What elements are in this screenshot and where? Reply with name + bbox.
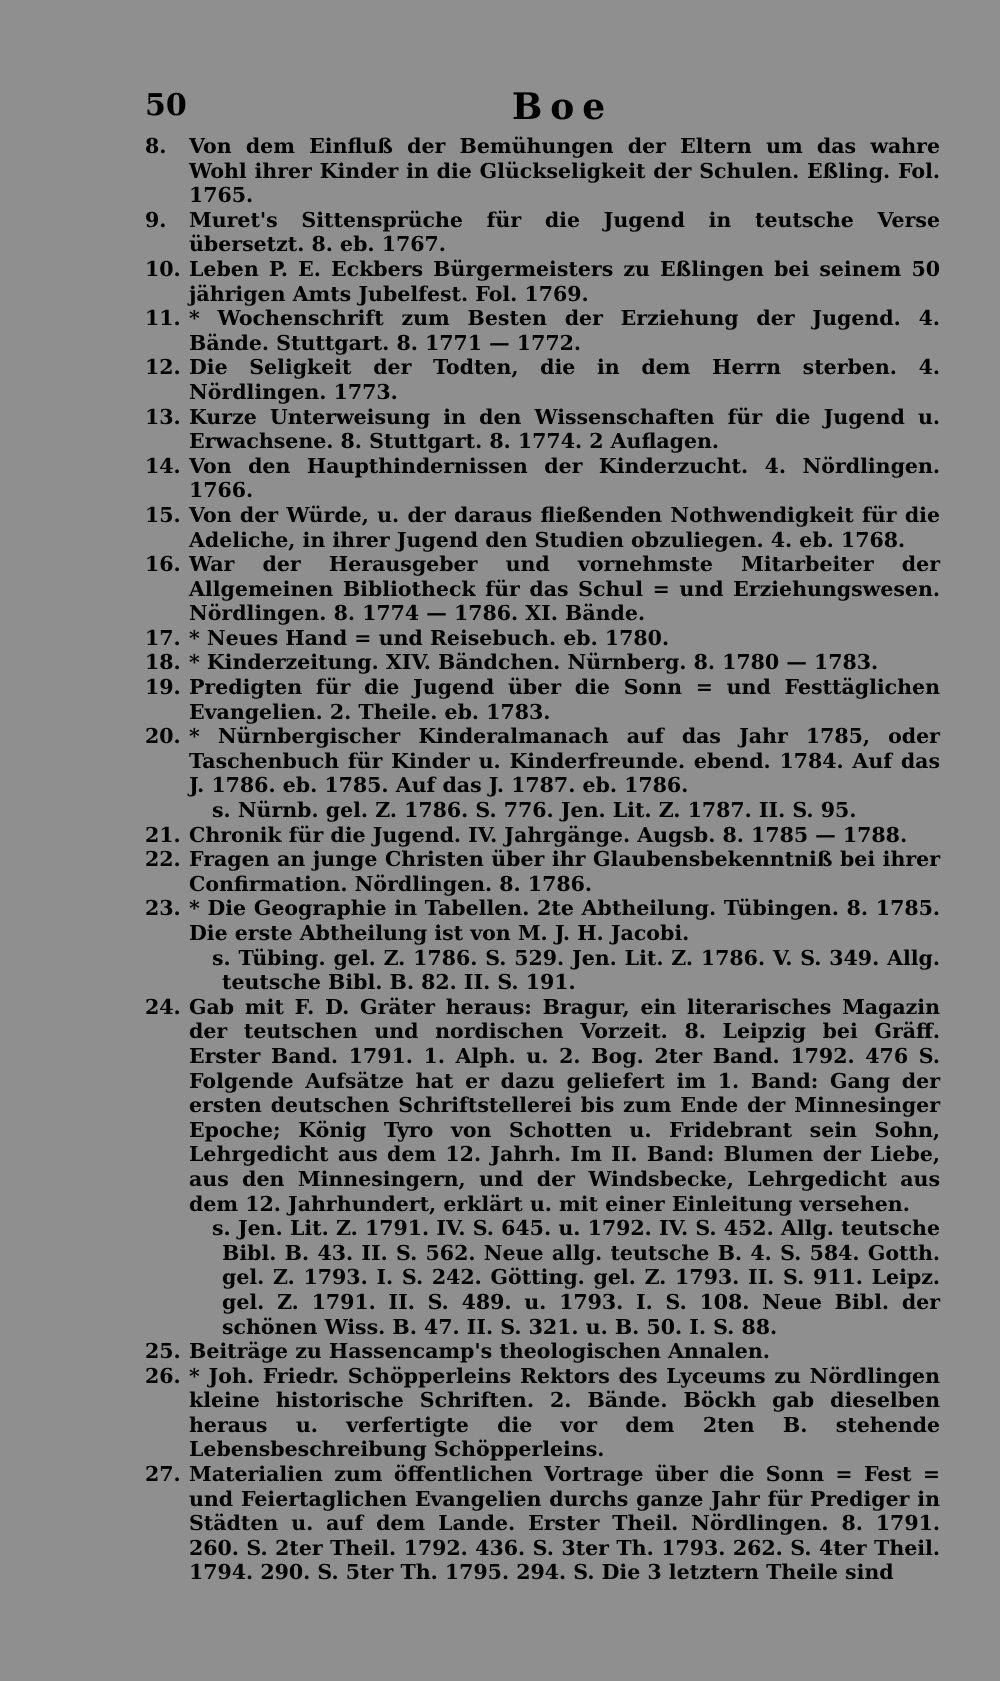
entry-text: Chronik für die Jugend. IV. Jahrgänge. Augsb. 8. 1785 — 1788. [189, 822, 908, 847]
bibliography-entry [145, 306, 940, 355]
entry-number: 8. [145, 134, 167, 158]
page-header [145, 88, 940, 138]
bibliography-entry [145, 257, 940, 306]
entry-text: Fragen an junge Christen über ihr Glaubensbekenntniß bei ihrer Confirmation. Nördlingen. 8. 1786. [189, 847, 940, 896]
entry-number: 18. [145, 650, 181, 675]
entry-number: 15. [145, 502, 181, 527]
bibliography-list [145, 134, 940, 1585]
entry-number: 27. [145, 1462, 181, 1487]
entry-review-reference: s. Jen. Lit. Z. 1791. IV. S. 645. u. 1792. IV. S. 452. Allg. teutsche Bibl. B. 43. II. S. 562. Neue allg. teutsche B. 4. S. 584. Gotth. gel. Z. 1793. I. S. 242. Götting. gel. Z. 1793. II. S. 911. Leipz. gel. Z. 1791. II. S. 489. u. 1793. I. S. 108. Neue Bibl. der schönen Wiss. B. 47. II. S. 321. u. B. 50. I. S. 88. [212, 1216, 940, 1339]
entry-text: Muret's Sittensprüche für die Jugend in teutsche Verse übersetzt. 8. eb. 1767. [189, 207, 940, 257]
entry-number: 19. [145, 675, 181, 700]
entry-review-reference: s. Nürnb. gel. Z. 1786. S. 776. Jen. Lit. Z. 1787. II. S. 95. [212, 798, 857, 823]
entry-number: 16. [145, 552, 181, 577]
bibliography-entry [145, 1339, 940, 1364]
bibliography-entry [145, 355, 940, 404]
entry-number: 24. [145, 994, 181, 1019]
entry-text: * Kinderzeitung. XIV. Bändchen. Nürnberg. 8. 1780 — 1783. [189, 650, 879, 675]
bibliography-entry [145, 675, 940, 724]
entry-text: Von dem Einfluß der Bemühungen der Eltern um das wahre Wohl ihrer Kinder in die Glückseligkeit der Schulen. Eßling. Fol. 1765. [189, 134, 940, 208]
bibliography-entry [145, 650, 940, 675]
entry-text: * Die Geographie in Tabellen. 2te Abtheilung. Tübingen. 8. 1785. Die erste Abtheilung ist von M. J. H. Jacobi. [189, 896, 940, 945]
entry-review-reference: s. Tübing. gel. Z. 1786. S. 529. Jen. Lit. Z. 1786. V. S. 349. Allg. teutsche Bibl. B. 82. II. S. 191. [212, 945, 940, 995]
entry-text: * Wochenschrift zum Besten der Erziehung der Jugend. 4. Bände. Stuttgart. 8. 1771 — 1772. [189, 306, 940, 355]
bibliography-entry [145, 847, 940, 896]
entry-number: 26. [145, 1363, 181, 1388]
entry-text: Materialien zum öffentlichen Vortrage über die Sonn = Fest = und Feiertaglichen Evangelien durchs ganze Jahr für Prediger in Städten u. auf dem Lande. Erster Theil. Nördlingen. 8. 1791. 260. S. 2ter Theil. 1792. 436. S. 3ter Th. 1793. 262. S. 4ter Theil. 1794. 290. S. 5ter Th. 1795. 294. S. Die 3 letztern Theile sind [189, 1462, 940, 1585]
bibliography-entry [145, 405, 940, 454]
entry-text: Beiträge zu Hassencamp's theologischen Annalen. [189, 1339, 770, 1364]
bibliography-entry [145, 626, 940, 651]
bibliography-entry [145, 823, 940, 848]
page-number: 50 [145, 88, 187, 123]
entry-text: Kurze Unterweisung in den Wissenschaften für die Jugend u. Erwachsene. 8. Stuttgart. 8. 1774. 2 Auflagen. [189, 404, 940, 454]
bibliography-entry [145, 896, 940, 994]
entry-text: * Neues Hand = und Reisebuch. eb. 1780. [189, 625, 670, 650]
entry-number: 23. [145, 896, 181, 921]
entry-text: Predigten für die Jugend über die Sonn = und Festtäglichen Evangelien. 2. Theile. eb. 1783. [189, 675, 940, 724]
bibliography-entry [145, 995, 940, 1339]
entry-number: 10. [145, 256, 181, 281]
entry-number: 11. [145, 306, 181, 331]
entry-number: 13. [145, 404, 181, 429]
bibliography-entry [145, 552, 940, 626]
running-head: Boe [511, 86, 614, 128]
entry-text: * Nürnbergischer Kinderalmanach auf das Jahr 1785, oder Taschenbuch für Kinder u. Kinderfreunde. ebend. 1784. Auf das J. 1786. eb. 1785. Auf das J. 1787. eb. 1786. [189, 724, 940, 798]
entry-number: 14. [145, 453, 181, 478]
entry-number: 20. [145, 724, 181, 749]
bibliography-entry [145, 208, 940, 257]
bibliography-entry [145, 454, 940, 503]
entry-text: Von der Würde, u. der daraus fließenden Nothwendigkeit für die Adeliche, in ihrer Jugend den Studien obzuliegen. 4. eb. 1768. [189, 502, 940, 552]
entry-text: War der Herausgeber und vornehmste Mitarbeiter der Allgemeinen Bibliotheck für das Schul = und Erziehungswesen. Nördlingen. 8. 1774 — 1786. XI. Bände. [189, 552, 940, 626]
bibliography-entry [145, 134, 940, 208]
entry-number: 25. [145, 1339, 181, 1364]
bibliography-entry [145, 1462, 940, 1585]
bibliography-entry [145, 724, 940, 822]
entry-text: Von den Haupthindernissen der Kinderzucht. 4. Nördlingen. 1766. [189, 453, 940, 503]
entry-number: 17. [145, 625, 181, 650]
entry-number: 21. [145, 822, 181, 847]
bibliography-entry [145, 503, 940, 552]
entry-text: Leben P. E. Eckbers Bürgermeisters zu Eßlingen bei seinem 50 jährigen Amts Jubelfest. Fol. 1769. [189, 256, 940, 306]
entry-text: Gab mit F. D. Gräter heraus: Bragur, ein literarisches Magazin der teutschen und nordischen Vorzeit. 8. Leipzig bei Gräff. Erster Band. 1791. 1. Alph. u. 2. Bog. 2ter Band. 1792. 476 S. Folgende Aufsätze hat er dazu geliefert im 1. Band: Gang der ersten deutschen Schriftstellerei bis zum Ende der Minnesinger Epoche; König Tyro von Schotten u. Fridebrant sein Sohn, Lehrgedicht aus dem 12. Jahrh. Im II. Band: Blumen der Liebe, aus den Minnesingern, und der Windsbecke, Lehrgedicht aus dem 12. Jahrhundert, erklärt u. mit einer Einleitung versehen. [189, 994, 940, 1216]
bibliography-entry [145, 1364, 940, 1462]
entry-number: 22. [145, 847, 181, 872]
entry-text: * Joh. Friedr. Schöpperleins Rektors des Lyceums zu Nördlingen kleine historische Schriften. 2. Bände. Böckh gab dieselben heraus u. verfertigte die vor dem 2ten B. stehende Lebensbeschreibung Schöpperleins. [189, 1363, 940, 1462]
entry-number: 9. [145, 207, 167, 232]
entry-number: 12. [145, 355, 181, 380]
entry-text: Die Seligkeit der Todten, die in dem Herrn sterben. 4. Nördlingen. 1773. [189, 355, 940, 404]
